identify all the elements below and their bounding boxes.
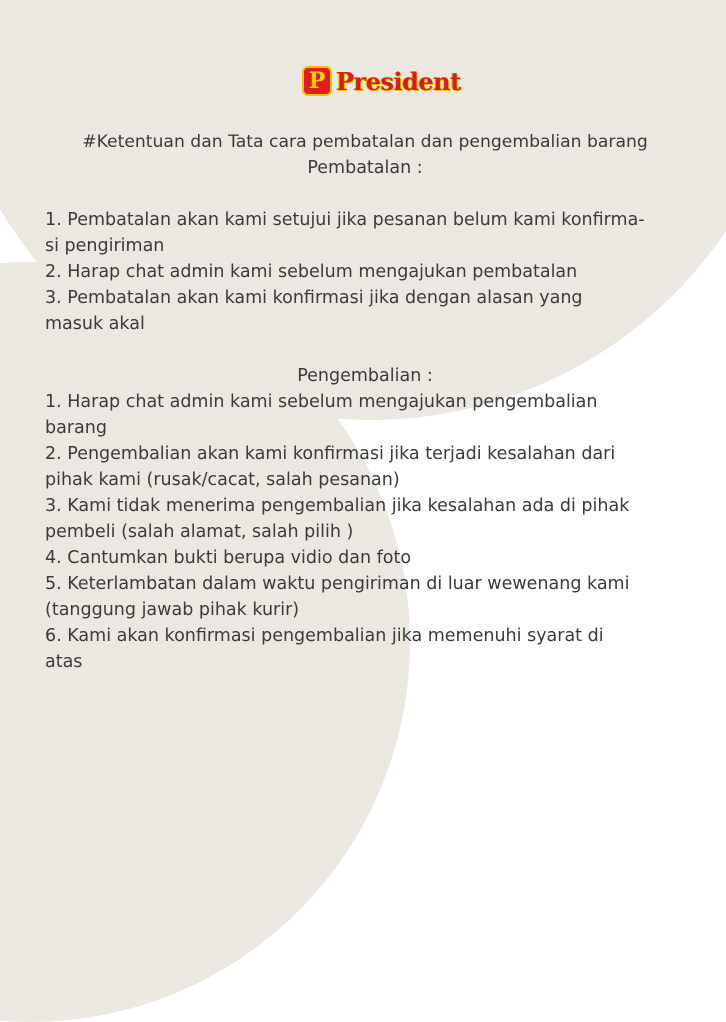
pembatalan-line: 3. Pembatalan akan kami konfirmasi jika dengan alasan yang bbox=[45, 288, 583, 308]
pembatalan-line: si pengiriman bbox=[45, 236, 165, 256]
pengembalian-line: pihak kami (rusak/cacat, salah pesanan) bbox=[45, 470, 400, 490]
pengembalian-line: pembeli (salah alamat, salah pilih ) bbox=[45, 522, 354, 542]
pengembalian-line: barang bbox=[45, 418, 107, 438]
pembatalan-line: 1. Pembatalan akan kami setujui jika pesanan belum kami konfirma- bbox=[45, 210, 645, 230]
president-logo-text: President bbox=[336, 66, 461, 96]
pengembalian-line: 5. Keterlambatan dalam waktu pengiriman di luar wewenang kami bbox=[45, 574, 630, 594]
president-logo bbox=[302, 62, 461, 100]
pengembalian-line: (tanggung jawab pihak kurir) bbox=[45, 600, 300, 620]
president-logo-icon: P bbox=[302, 66, 332, 96]
pengembalian-line: atas bbox=[45, 652, 83, 672]
pengembalian-list bbox=[45, 389, 685, 675]
pembatalan-title: Pembatalan : bbox=[307, 158, 423, 178]
pembatalan-line: masuk akal bbox=[45, 314, 145, 334]
pengembalian-line: 6. Kami akan konfirmasi pengembalian jika memenuhi syarat di bbox=[45, 626, 604, 646]
pengembalian-line: 2. Pengembalian akan kami konfirmasi jika terjadi kesalahan dari bbox=[45, 444, 616, 464]
policy-heading: #Ketentuan dan Tata cara pembatalan dan pengembalian barang bbox=[82, 132, 648, 152]
pembatalan-list bbox=[45, 207, 685, 337]
pengembalian-line: 1. Harap chat admin kami sebelum mengajukan pengembalian bbox=[45, 392, 598, 412]
pembatalan-line: 2. Harap chat admin kami sebelum mengajukan pembatalan bbox=[45, 262, 578, 282]
pengembalian-line: 3. Kami tidak menerima pengembalian jika kesalahan ada di pihak bbox=[45, 496, 630, 516]
policy-content bbox=[45, 129, 685, 675]
spacer bbox=[45, 181, 685, 207]
pengembalian-title: Pengembalian : bbox=[297, 366, 433, 386]
pengembalian-line: 4. Cantumkan bukti berupa vidio dan foto bbox=[45, 548, 412, 568]
